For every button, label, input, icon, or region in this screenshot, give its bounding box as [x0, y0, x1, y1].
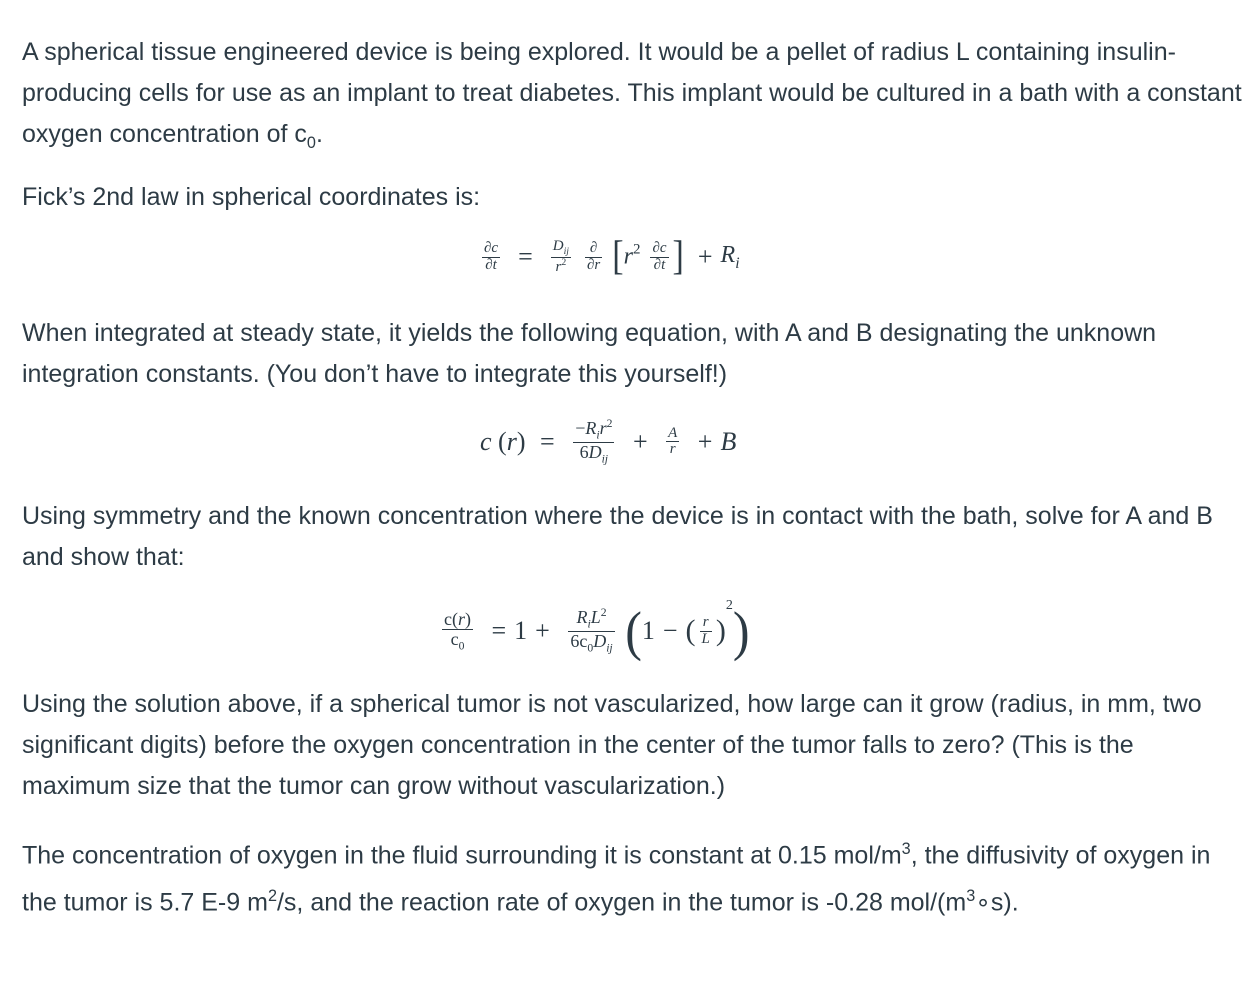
ficks-second-law-equation: $\frac{\partial c}{\partial t}$ = $\frac{D_{ij}}{r^2}$ $\frac{\partial}{\partial r}$ [$r^2$ $\frac{\partial c}{\partial t}$ ] + $R_i$	[484, 234, 740, 279]
steady-state-solution-equation: c (r) = $\frac{-R_ir^2}{6D_{ij}}$ + $\frac{A}{r}$ + B	[480, 417, 737, 466]
ficks-law-intro: Fick’s 2nd law in spherical coordinates is:	[22, 183, 481, 211]
tumor-question-paragraph: Using the solution above, if a spherical tumor is not vascularized, how large can it grow (radius, in mm, two significant digits) before the oxygen concentration in the center of the tumor falls to zero? (This is the maximum size that the tumor can grow without vascularization.)	[22, 690, 1202, 800]
normalized-solution-equation: $\frac{c(r)}{c_0}$ = 1 + $\frac{R_iL^2}{6c_0D_{ij}}$ (1 − ( $\frac{r}{L}$ )$^2$)	[444, 598, 750, 662]
intro-paragraph: A spherical tissue engineered device is being explored. It would be a pellet of radius L containing insulin-producing cells for use as an implant to treat diabetes. This implant would be cultured in a bath with a constant oxygen concentration of $c_0$.	[22, 38, 1242, 152]
given-values-paragraph: The concentration of oxygen in the fluid surrounding it is constant at 0.15 mol/$m^3$, the diffusivity of oxygen in the tumor is 5.7 E-9 $m^2/s$, and the reaction rate of oxygen in the tumor is -0.28 mol/$(m^3\circ s)$.	[22, 840, 1211, 917]
symmetry-paragraph: Using symmetry and the known concentration where the device is in contact with the bath, solve for A and B and show that:	[22, 502, 1213, 571]
integration-paragraph: When integrated at steady state, it yields the following equation, with A and B designating the unknown integration constants. (You don’t have to integrate this yourself!)	[22, 319, 1157, 388]
